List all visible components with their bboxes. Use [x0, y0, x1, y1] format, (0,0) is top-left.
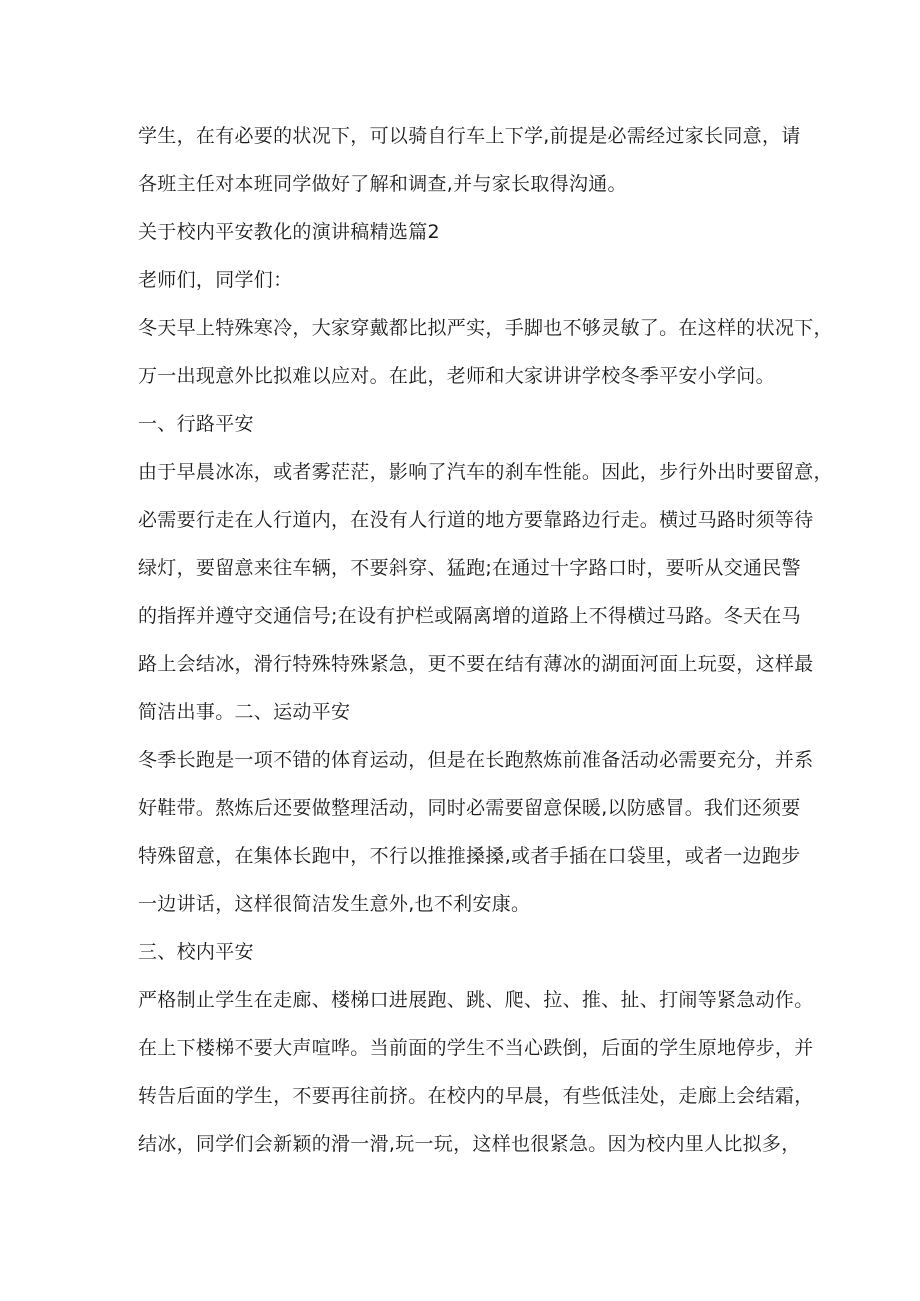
- text-line: 严格制止学生在走廊、楼梯口进展跑、跳、爬、拉、推、扯、打闹等紧急动作。: [138, 989, 814, 1011]
- text-line: 冬季长跑是一项不错的体育运动，但是在长跑熬炼前准备活动必需要充分，并系: [138, 749, 814, 771]
- text-line: 特殊留意，在集体长跑中，不行以推推搡搡,或者手插在口袋里，或者一边跑步: [138, 845, 801, 867]
- text-line: 各班主任对本班同学做好了解和调查,并与家长取得沟通。: [138, 173, 627, 195]
- text-line: 学生，在有必要的状况下，可以骑自行车上下学,前提是必需经过家长同意，请: [138, 125, 801, 147]
- text-line: 结冰，同学们会新颖的滑一滑,玩一玩，这样也很紧急。因为校内里人比拟多，: [138, 1133, 801, 1155]
- text-line: 老师们，同学们：: [138, 269, 293, 291]
- text-line: 转告后面的学生，不要再往前挤。在校内的早晨，有些低洼处，走廊上会结霜，: [138, 1085, 814, 1107]
- text-line: 好鞋带。熬炼后还要做整理活动，同时必需要留意保暖,以防感冒。我们还须要: [138, 797, 801, 819]
- text-line: 必需要行走在人行道内，在没有人行道的地方要靠路边行走。横过马路时须等待: [138, 509, 814, 531]
- text-line: 一边讲话，这样很简洁发生意外,也不利安康。: [138, 893, 531, 915]
- text-line: 的指挥并遵守交通信号;在设有护栏或隔离增的道路上不得横过马路。冬天在马: [138, 605, 801, 627]
- text-line: 由于早晨冰冻，或者雾茫茫，影响了汽车的刹车性能。因此，步行外出时要留意，: [138, 461, 833, 483]
- text-line: 冬天早上特殊寒冷，大家穿戴都比拟严实，手脚也不够灵敏了。在这样的状况下，: [138, 317, 833, 339]
- text-line: 绿灯，要留意来往车辆，不要斜穿、猛跑;在通过十字路口时，要听从交通民警: [138, 557, 801, 579]
- text-line: 路上会结冰，滑行特殊特殊紧急，更不要在结有薄冰的湖面河面上玩耍，这样最: [138, 653, 814, 675]
- text-line: 在上下楼梯不要大声喧哗。当前面的学生不当心跌倒，后面的学生原地停步，并: [138, 1037, 814, 1059]
- text-line: 万一出现意外比拟难以应对。在此，老师和大家讲讲学校冬季平安小学问。: [138, 365, 775, 387]
- text-line: 简洁出事。二、运动平安: [138, 701, 351, 723]
- text-line: 三、校内平安: [138, 941, 254, 963]
- text-line: 一、行路平安: [138, 413, 254, 435]
- section-heading: 关于校内平安教化的演讲稿精选篇2: [138, 221, 440, 243]
